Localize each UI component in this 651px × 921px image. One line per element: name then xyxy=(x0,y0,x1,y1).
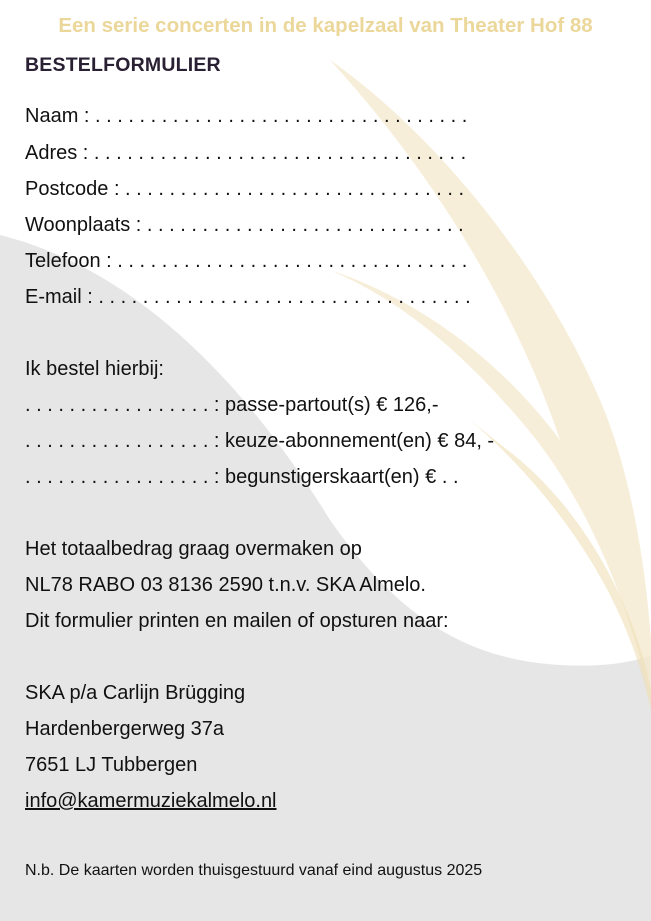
field-telefoon: Telefoon : . . . . . . . . . . . . . . . . . . . . . . . . . . . . . . . . xyxy=(25,250,468,272)
field-adres: Adres : . . . . . . . . . . . . . . . . . . . . . . . . . . . . . . . . . . xyxy=(25,142,467,164)
email-link[interactable]: info@kamermuziekalmelo.nl xyxy=(25,790,277,812)
payment-line-3: Dit formulier printen en mailen of opsturen naar: xyxy=(25,610,449,632)
field-email: E-mail : . . . . . . . . . . . . . . . . . . . . . . . . . . . . . . . . . . xyxy=(25,286,471,308)
address-email-line xyxy=(25,789,277,813)
address-street: Hardenbergerweg 37a xyxy=(25,718,225,740)
payment-iban: NL78 RABO 03 8136 2590 t.n.v. SKA Almelo. xyxy=(25,574,426,596)
order-intro: Ik bestel hierbij: xyxy=(25,358,164,380)
payment-line-1: Het totaalbedrag graag overmaken op xyxy=(25,538,362,560)
field-woonplaats: Woonplaats : . . . . . . . . . . . . . . . . . . . . . . . . . . . . . xyxy=(25,214,464,236)
address-city: 7651 LJ Tubbergen xyxy=(25,754,198,776)
series-title: Een serie concerten in de kapelzaal van Theater Hof 88 xyxy=(58,14,593,37)
field-naam: Naam : . . . . . . . . . . . . . . . . . . . . . . . . . . . . . . . . . . xyxy=(25,105,468,127)
form-heading: BESTELFORMULIER xyxy=(25,54,221,76)
order-passe-partout: . . . . . . . . . . . . . . . . . : passe-partout(s) € 126,- xyxy=(25,394,439,416)
delivery-note: N.b. De kaarten worden thuisgestuurd vanaf eind augustus 2025 xyxy=(25,862,483,879)
field-postcode: Postcode : . . . . . . . . . . . . . . . . . . . . . . . . . . . . . . . xyxy=(25,178,465,200)
order-begunstigerskaart: . . . . . . . . . . . . . . . . . : begunstigerskaart(en) € . . xyxy=(25,466,459,488)
order-keuze-abonnement: . . . . . . . . . . . . . . . . . : keuze-abonnement(en) € 84, - xyxy=(25,430,495,452)
address-name: SKA p/a Carlijn Brügging xyxy=(25,682,246,704)
